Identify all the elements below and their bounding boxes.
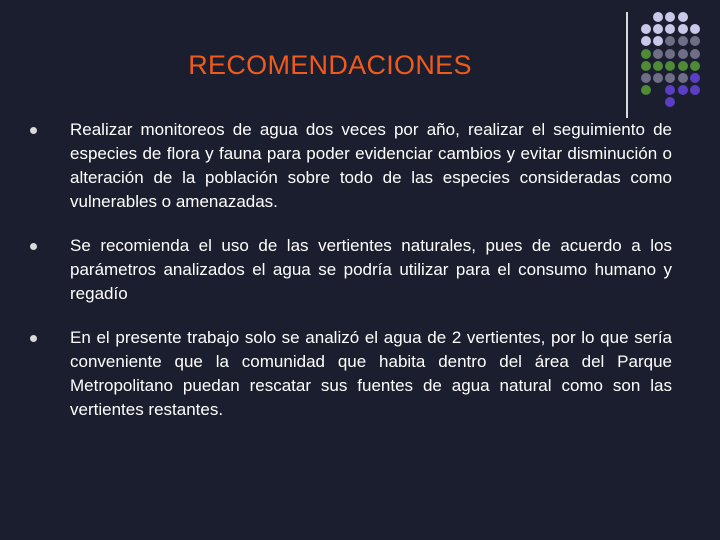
decorative-dot xyxy=(690,85,700,95)
bullet-item xyxy=(30,118,672,214)
bullet-text: En el presente trabajo solo se analizó el agua de 2 vertientes, por lo que sería conveniente que la comunidad que habita dentro del área del Parque Metropolitano puedan rescatar sus fuentes de agua natural como son las vertientes restantes. xyxy=(70,328,672,419)
decorative-dot xyxy=(665,36,675,46)
decorative-dot xyxy=(690,61,700,71)
decorative-vertical-line xyxy=(626,12,628,118)
bullet-item xyxy=(30,326,672,422)
bullet-list xyxy=(30,118,672,442)
decorative-dot xyxy=(690,36,700,46)
decorative-dot xyxy=(665,24,675,34)
decorative-dot xyxy=(665,61,675,71)
decorative-dot xyxy=(653,36,663,46)
decorative-dot xyxy=(641,73,651,83)
decorative-dot xyxy=(641,49,651,59)
decorative-dot xyxy=(665,49,675,59)
decorative-dot xyxy=(653,61,663,71)
decorative-dot xyxy=(641,61,651,71)
bullet-icon xyxy=(30,243,37,250)
decorative-dot xyxy=(653,12,663,22)
bullet-icon xyxy=(30,335,37,342)
decorative-dot xyxy=(690,24,700,34)
bullet-text: Realizar monitoreos de agua dos veces por año, realizar el seguimiento de especies de flora y fauna para poder evidenciar cambios y evitar disminución o alteración de la población sobre todo de las especies consideradas como vulnerables o amenazadas. xyxy=(70,120,672,211)
decorative-dot xyxy=(678,73,688,83)
decorative-dot xyxy=(665,97,675,107)
decorative-dot xyxy=(653,49,663,59)
decorative-dot xyxy=(653,24,663,34)
decorative-dot xyxy=(690,49,700,59)
decorative-dot xyxy=(678,61,688,71)
decorative-dot xyxy=(665,73,675,83)
decorative-dot xyxy=(678,85,688,95)
decorative-dot xyxy=(678,24,688,34)
decorative-dot-grid xyxy=(640,12,720,112)
decorative-dot xyxy=(678,12,688,22)
decorative-dot xyxy=(641,85,651,95)
slide-title: RECOMENDACIONES xyxy=(188,50,472,80)
decorative-dot xyxy=(678,49,688,59)
decorative-dot xyxy=(665,85,675,95)
bullet-icon xyxy=(30,127,37,134)
decorative-dot xyxy=(690,73,700,83)
bullet-text: Se recomienda el uso de las vertientes naturales, pues de acuerdo a los parámetros analizados el agua se podría utilizar para el consumo humano y regadío xyxy=(70,236,672,303)
decorative-dot xyxy=(665,12,675,22)
decorative-dot xyxy=(641,24,651,34)
bullet-item xyxy=(30,234,672,306)
decorative-dot xyxy=(653,73,663,83)
decorative-dot xyxy=(678,36,688,46)
decorative-dot xyxy=(641,36,651,46)
